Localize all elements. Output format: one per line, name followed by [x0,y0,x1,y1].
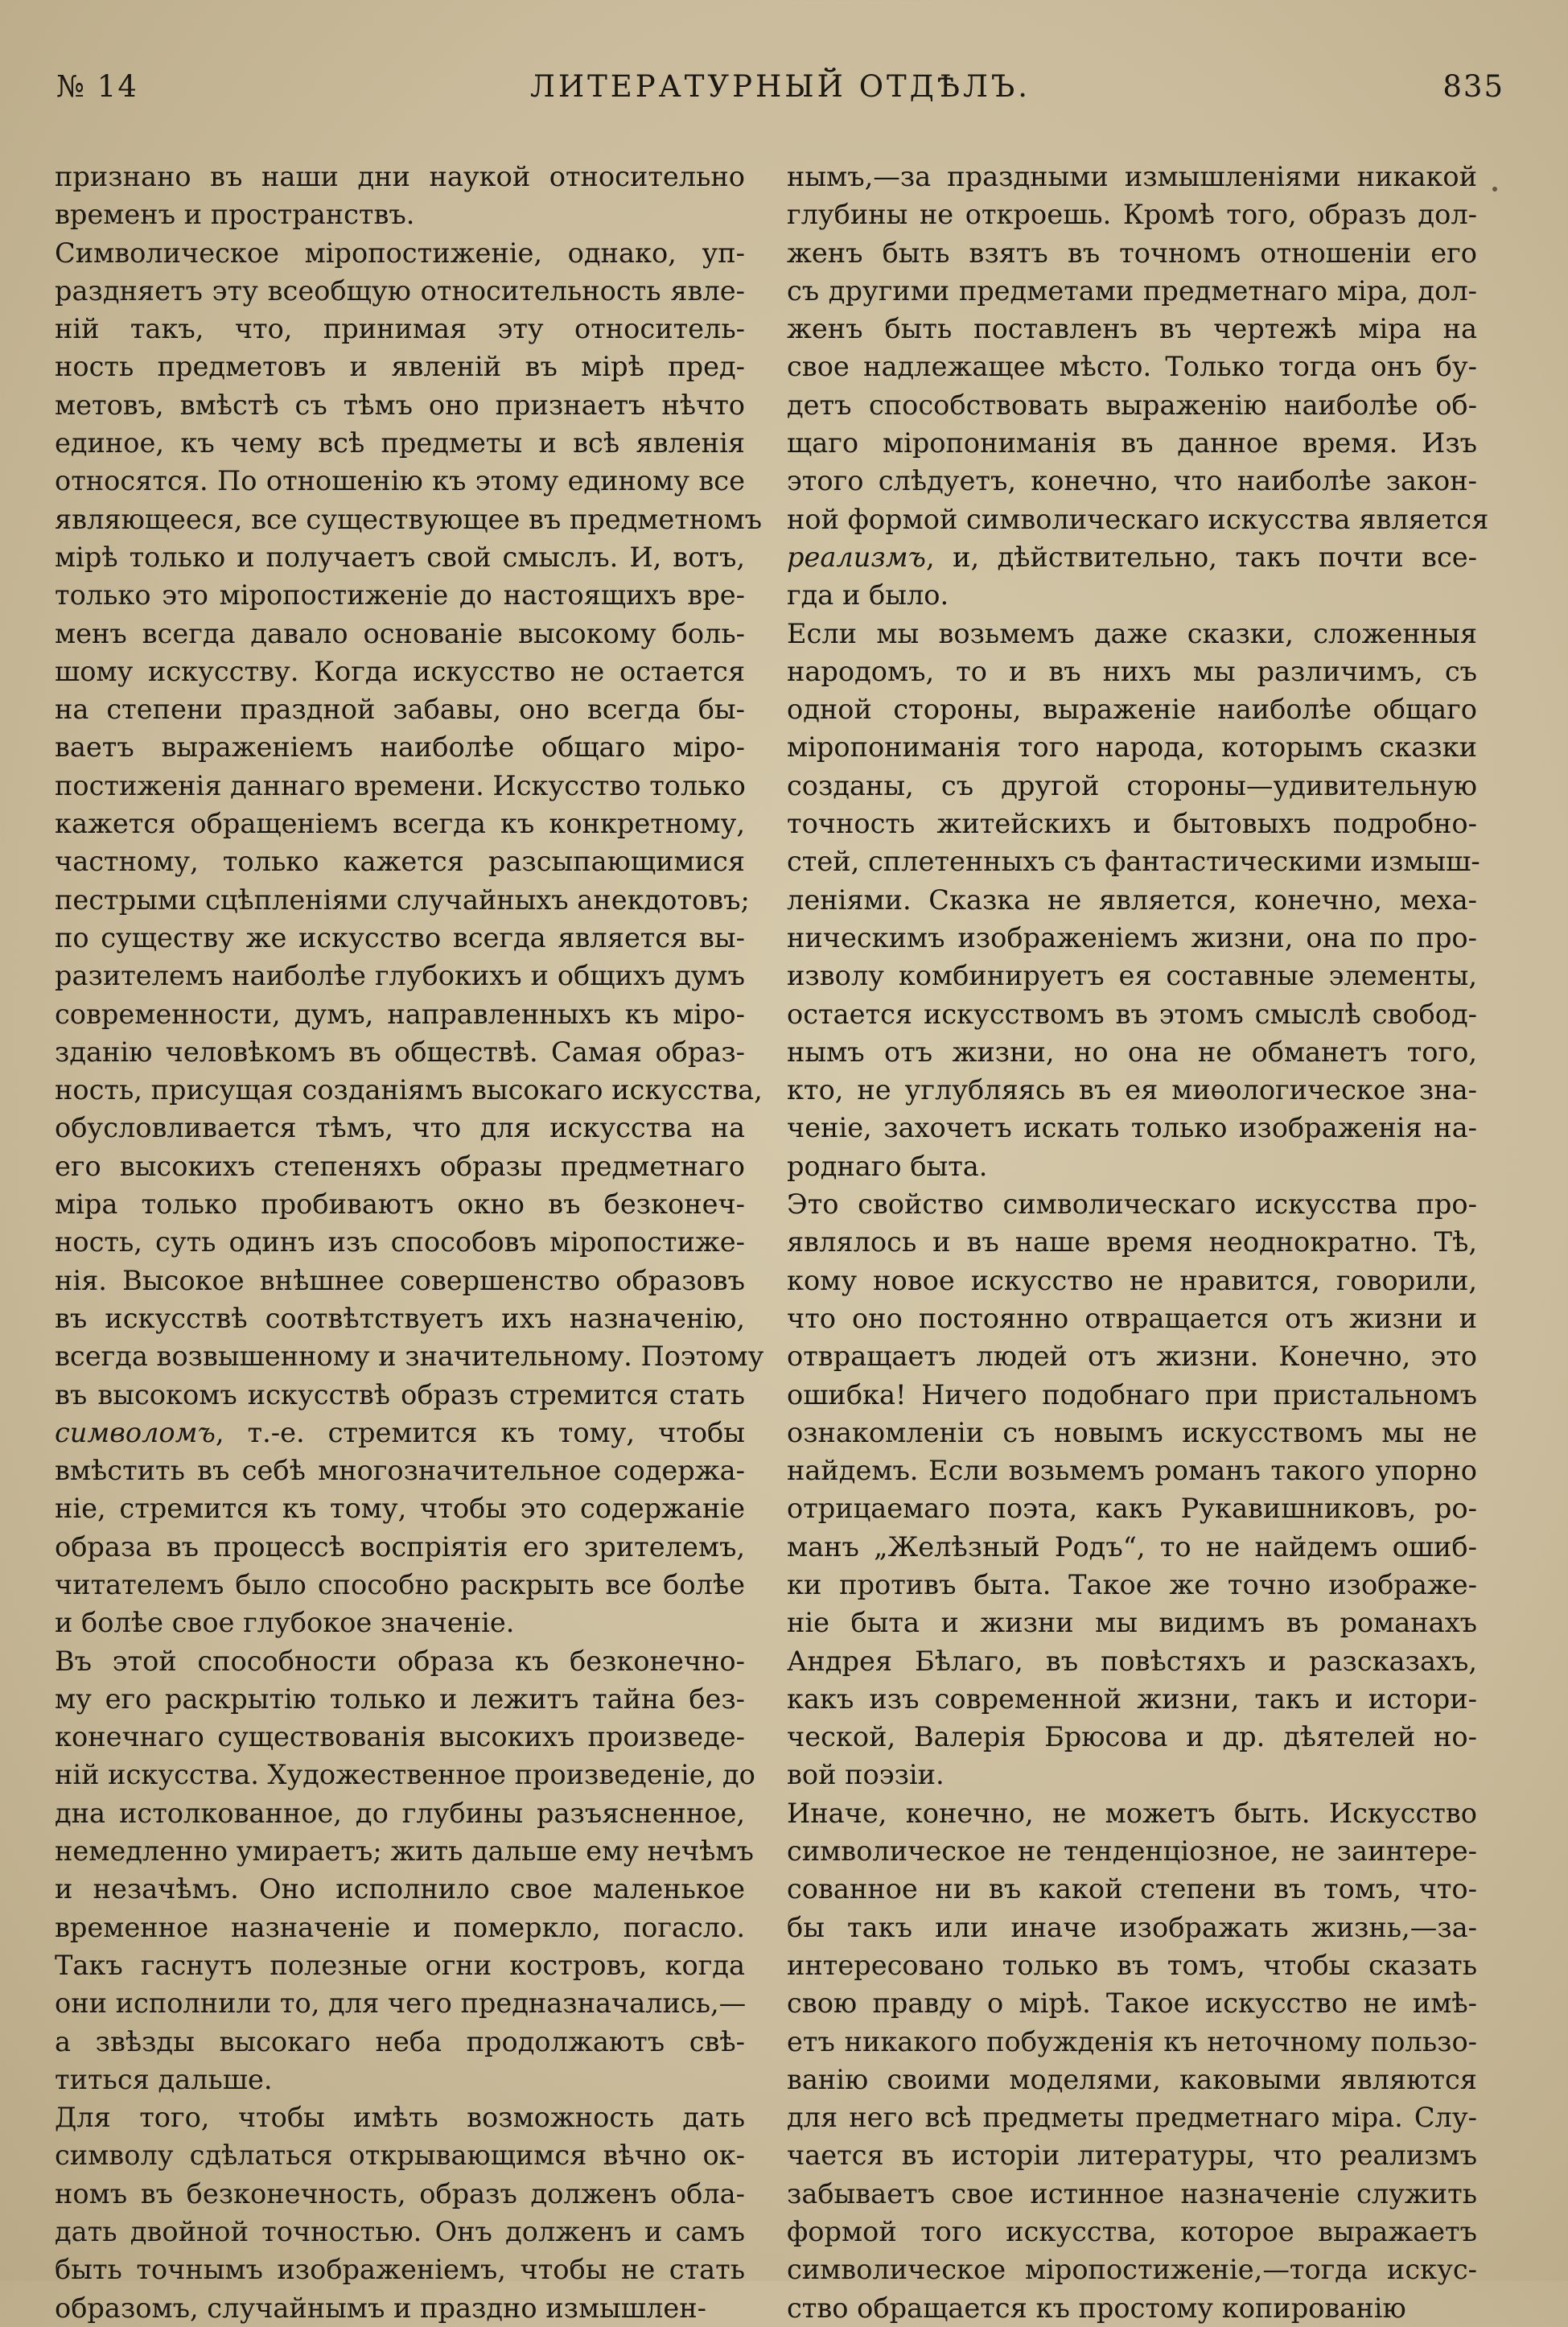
text-line: бы такъ или иначе изображать жизнь,—за- [787,1911,1477,1943]
text-line: для него всѣ предметы предметнаго міра. Слу- [787,2102,1477,2134]
text-line: найдемъ. Если возьмемъ романъ такого упорно [787,1455,1477,1487]
text-line: ки противъ быта. Такое же точно изображе- [787,1568,1477,1600]
text-line: кому новое искусство не нравится, говорили, [787,1264,1477,1296]
text-line: его высокихъ степеняхъ образы предметнаго [55,1150,745,1182]
text-line: міра только пробиваютъ окно въ безконеч- [55,1188,745,1221]
text-line: манъ „Желѣзный Родъ“, то не найдемъ ошиб- [787,1530,1477,1563]
text-line: шому искусству. Когда искусство не остается [55,655,745,687]
text-line: по существу же искусство всегда является вы- [55,921,745,953]
text-line: Символическое міропостиженіе, однако, уп- [55,237,745,269]
text-line: какъ изъ современной жизни, такъ и истори- [787,1682,1477,1715]
text-line: ошибка! Ничего подобнаго при пристальномъ [787,1378,1477,1411]
text-line: отрицаемаго поэта, какъ Рукавишниковъ, ро- [787,1493,1477,1525]
text-line: символическое міропостиженіе,—тогда искус- [787,2254,1477,2286]
left-text-column [55,158,764,2327]
text-line: обусловливается тѣмъ, что для искусства на [55,1112,745,1144]
text-line: и незачѣмъ. Оно исполнило свое маленькое [55,1873,745,1905]
text-line: ческой, Валерія Брюсова и др. дѣятелей но- [787,1721,1477,1753]
text-line: нымъ,—за праздными измышленіями никакой [787,161,1477,192]
text-line: современности, думъ, направленныхъ къ міро- [55,998,745,1030]
text-line: нія. Высокое внѣшнее совершенство образовъ [55,1264,745,1296]
text-line: формой того искусства, которое выражаетъ [787,2216,1477,2248]
text-line: ной формой символическаго искусства является [787,503,1489,535]
text-line: сованное ни въ какой степени въ томъ, что- [787,1873,1477,1905]
text-line: разителемъ наиболѣе глубокихъ и общихъ думъ [55,960,745,992]
text-line: кто, не углубляясь въ ея миѳологическое зна- [787,1074,1477,1106]
text-line: частному, только кажется разсыпающимися [55,846,745,878]
text-line: детъ способствовать выраженію наиболѣе об- [787,389,1477,421]
text-line: немедленно умираетъ; жить дальше ему нечѣмъ [55,1835,754,1868]
text-line: остается искусствомъ въ этомъ смыслѣ свобод- [787,998,1477,1030]
text-line: съ другими предметами предметнаго міра, дол- [787,274,1477,307]
text-line: они исполнили то, для чего предназначались,— [55,1987,747,2020]
text-line: щаго міропониманія въ данное время. Изъ [787,427,1477,459]
text-line: а звѣзды высокаго неба продолжаютъ свѣ- [55,2025,745,2057]
text-line: ваетъ выраженіемъ наиболѣе общаго міро- [55,731,745,764]
text-line: свою правду о мірѣ. Такое искусство не имѣ- [787,1987,1477,2020]
text-line: всегда возвышенному и значительному. Поэтому [55,1341,764,1373]
text-line: зданію человѣкомъ въ обществѣ. Самая образ- [55,1036,745,1068]
text-line: роднаго быта. [787,1150,988,1182]
text-line: только это міропостиженіе до настоящихъ вре- [55,579,745,612]
text-line: относятся. По отношенію къ этому единому все [55,465,745,497]
text-line: Иначе, конечно, не можетъ быть. Искусство [787,1797,1477,1829]
text-line: этого слѣдуетъ, конечно, что наиболѣе закон- [787,465,1477,497]
text-line: признано въ наши дни наукой относительно [55,161,745,192]
text-line: образа въ процессѣ воспріятія его зрителемъ, [55,1530,745,1563]
text-line: глубины не откроешь. Кромѣ того, образъ дол- [787,199,1477,231]
text-line: нымъ отъ жизни, но она не обманетъ того, [787,1036,1477,1068]
text-line: номъ въ безконечность, образъ долженъ обла- [55,2177,745,2210]
text-line: Это свойство символическаго искусства про- [787,1188,1477,1221]
text-line: свое надлежащее мѣсто. Только тогда онъ бу- [787,351,1477,383]
text-line: пестрыми сцѣпленіями случайныхъ анекдотовъ; [55,883,750,916]
text-line: созданы, съ другой стороны—удивительную [787,769,1477,801]
text-line: въ искусствѣ соотвѣтствуетъ ихъ назначенію, [55,1302,745,1334]
text-line: постиженія даннаго времени. Искусство только [55,769,746,801]
text-line: точность житейскихъ и бытовыхъ подробно- [787,808,1477,840]
text-line: раздняетъ эту всеобщую относительность явле- [55,274,745,307]
right-text-column [787,158,1489,2327]
text-line: единое, къ чему всѣ предметы и всѣ явленія [55,427,745,459]
text-line: Для того, чтобы имѣть возможность дать [55,2102,745,2134]
text-line: Въ этой способности образа къ безконечно- [55,1645,745,1677]
text-line: ній искусства. Художественное произведеніе, до [55,1759,755,1791]
text-line: ность, присущая созданіямъ высокаго искусства, [55,1074,763,1106]
text-line: вой поэзіи. [787,1759,945,1791]
text-line: отвращаетъ людей отъ жизни. Конечно, это [787,1341,1477,1373]
text-line: быть точнымъ изображеніемъ, чтобы не стать [55,2254,745,2286]
text-line: Андрея Бѣлаго, въ повѣстяхъ и разсказахъ, [787,1645,1477,1677]
text-line: реализмъ, и, дѣйствительно, такъ почти все- [787,541,1477,573]
print-speck [1492,187,1497,192]
text-line: на степени праздной забавы, оно всегда бы- [55,694,745,726]
page-number: 835 [1442,69,1504,104]
issue-number: № 14 [56,69,138,104]
text-line: ванію своими моделями, каковыми являются [787,2063,1477,2095]
text-line: временное назначеніе и померкло, погасло. [55,1911,745,1943]
text-line: являющееся, все существующее въ предметномъ [55,503,762,535]
text-line: дать двойной точностью. Онъ долженъ и самъ [55,2216,745,2248]
text-line: ніе быта и жизни мы видимъ въ романахъ [787,1607,1477,1639]
text-line: символомъ, т.-е. стремится къ тому, чтобы [55,1416,745,1448]
page-header [56,69,1504,117]
text-line: ство обращается къ простому копированію [787,2292,1406,2324]
text-line: что оно постоянно отвращается отъ жизни и [787,1302,1477,1334]
text-line: ній такъ, что, принимая эту относитель- [55,313,745,345]
text-line: титься дальше. [55,2063,273,2095]
text-line: интересовано только въ томъ, чтобы сказать [787,1949,1477,1981]
text-line: народомъ, то и въ нихъ мы различимъ, съ [787,655,1477,687]
section-title: ЛИТЕРАТУРНЫЙ ОТДѢЛЪ. [529,69,1031,104]
text-line: гда и было. [787,579,949,612]
text-line: символическое не тенденціозное, не заинтере- [787,1835,1477,1868]
text-line: стей, сплетенныхъ съ фантастическими измыш- [787,846,1480,878]
text-line: Такъ гаснутъ полезные огни костровъ, когда [55,1949,745,1981]
text-line: символу сдѣлаться открывающимся вѣчно ок- [55,2140,745,2172]
text-line: міропониманія того народа, которымъ сказки [787,731,1477,764]
text-line: дна истолкованное, до глубины разъясненное, [55,1797,745,1829]
text-line: мірѣ только и получаетъ свой смыслъ. И, вотъ, [55,541,745,573]
text-line: леніями. Сказка не является, конечно, меха- [787,883,1477,916]
text-line: и болѣе свое глубокое значеніе. [55,1607,515,1639]
text-line: метовъ, вмѣстѣ съ тѣмъ оно признаетъ нѣчто [55,389,745,421]
text-line: ническимъ изображеніемъ жизни, она по про- [787,921,1477,953]
text-line: въ высокомъ искусствѣ образъ стремится стать [55,1378,745,1411]
text-line: читателемъ было способно раскрыть все болѣе [55,1568,745,1600]
text-line: изволу комбинируетъ ея составные элементы, [787,960,1477,992]
text-line: ознакомленіи съ новымъ искусствомъ мы не [787,1416,1477,1448]
text-line: менъ всегда давало основаніе высокому боль- [55,617,745,649]
text-line: конечнаго существованія высокихъ произведе- [55,1721,745,1753]
text-line: ность, суть одинъ изъ способовъ міропостиже- [55,1226,745,1258]
text-line: образомъ, случайнымъ и праздно измышлен- [55,2292,706,2324]
text-line: одной стороны, выраженіе наиболѣе общаго [787,694,1477,726]
text-line: ніе, стремится къ тому, чтобы это содержаніе [55,1493,745,1525]
text-line: являлось и въ наше время неоднократно. Тѣ, [787,1226,1477,1258]
text-line: женъ быть взятъ въ точномъ отношеніи его [787,237,1477,269]
text-line: кажется обращеніемъ всегда къ конкретному, [55,808,745,840]
text-line: му его раскрытію только и лежитъ тайна без- [55,1682,745,1715]
text-line: етъ никакого побужденія къ неточному пользо- [787,2025,1477,2057]
text-line: временъ и пространствъ. [55,199,415,231]
text-line: забываетъ свое истинное назначеніе служить [787,2177,1477,2210]
text-line: Если мы возьмемъ даже сказки, сложенныя [787,617,1477,649]
text-line: вмѣстить въ себѣ многозначительное содержа- [55,1455,745,1487]
text-line: женъ быть поставленъ въ чертежѣ міра на [787,313,1477,345]
text-line: ченіе, захочетъ искать только изображенія на- [787,1112,1477,1144]
text-line: ность предметовъ и явленій въ мірѣ пред- [55,351,745,383]
text-line: чается въ исторіи литературы, что реализмъ [787,2140,1477,2172]
